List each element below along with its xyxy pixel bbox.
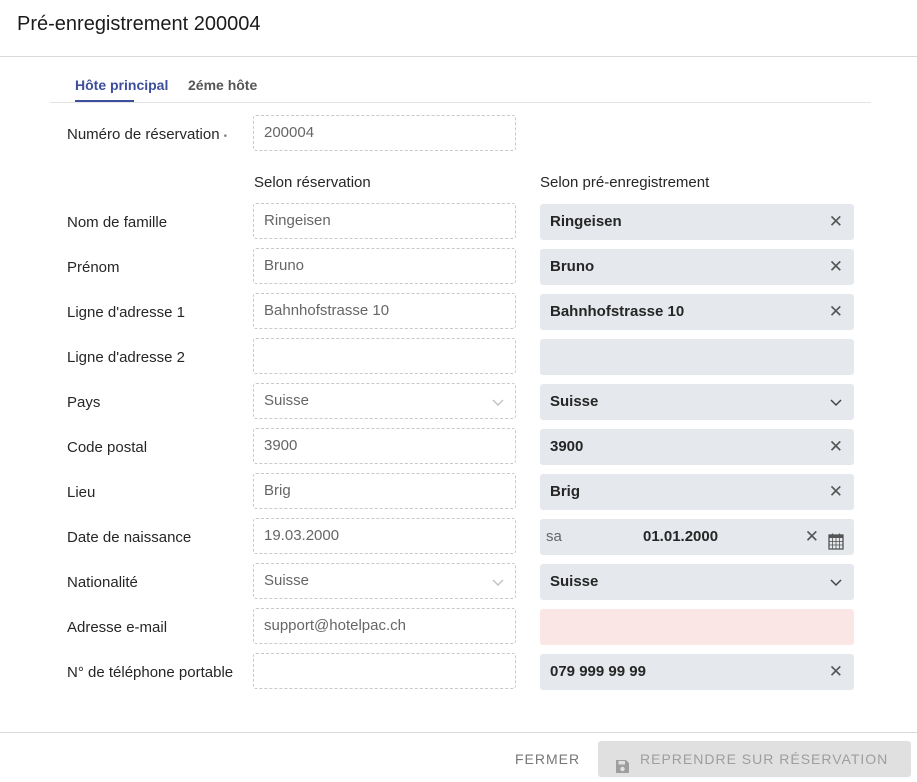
address1-label: Ligne d'adresse 1 <box>67 304 185 321</box>
dialog-header <box>0 0 917 57</box>
email-reservation-field: support@hotelpac.ch <box>253 608 516 644</box>
city-precheckin-field[interactable] <box>540 474 854 510</box>
calendar-icon[interactable] <box>828 528 844 564</box>
mobile-precheckin-field[interactable] <box>540 654 854 690</box>
address1-reservation-field: Bahnhofstrasse 10 <box>253 293 516 329</box>
required-marker: • <box>223 131 228 142</box>
active-tab-indicator <box>75 100 134 102</box>
chevron-down-icon <box>491 564 505 598</box>
country-precheckin-value: Suisse <box>550 393 599 410</box>
tab-main-guest[interactable]: Hôte principal <box>75 77 169 93</box>
city-label: Lieu <box>67 484 96 501</box>
postal-code-reservation-field: 3900 <box>253 428 516 464</box>
close-icon[interactable]: ✕ <box>828 662 843 681</box>
column-head-reservation: Selon réservation <box>254 174 371 191</box>
nationality-precheckin-value: Suisse <box>550 573 599 590</box>
birth-date-precheckin-field[interactable] <box>540 519 854 555</box>
tab-bar <box>50 70 871 103</box>
nationality-reservation-field <box>253 563 516 599</box>
email-label: Adresse e-mail <box>67 619 168 636</box>
birth-date-label: Date de naissance <box>67 529 192 546</box>
close-icon[interactable]: ✕ <box>804 527 819 546</box>
postal-code-precheckin-field[interactable] <box>540 429 854 465</box>
first-name-precheckin-value: Bruno <box>550 258 595 275</box>
close-icon[interactable]: ✕ <box>828 482 843 501</box>
country-reservation-value: Suisse <box>264 392 310 409</box>
mobile-precheckin-value: 079 999 99 99 <box>550 663 646 680</box>
dialog-footer <box>0 732 917 782</box>
first-name-reservation-field: Bruno <box>253 248 516 284</box>
address1-precheckin-field[interactable] <box>540 294 854 330</box>
chevron-down-icon[interactable] <box>829 384 843 420</box>
last-name-precheckin-field[interactable] <box>540 204 854 240</box>
email-precheckin-field[interactable] <box>540 609 854 645</box>
tab-second-guest[interactable]: 2éme hôte <box>188 77 258 93</box>
city-precheckin-value: Brig <box>550 483 580 500</box>
address2-label: Ligne d'adresse 2 <box>67 349 185 366</box>
last-name-precheckin-value: Ringeisen <box>550 213 622 230</box>
chevron-down-icon <box>491 384 505 418</box>
dialog-title: Pré-enregistrement 200004 <box>17 13 261 35</box>
reservation-number-field: 200004 <box>253 115 516 151</box>
address2-precheckin-field[interactable] <box>540 339 854 375</box>
column-head-precheckin: Selon pré-enregistrement <box>540 174 710 191</box>
birth-date-precheckin-value: 01.01.2000 <box>643 528 719 545</box>
postal-code-label: Code postal <box>67 439 148 456</box>
apply-to-reservation-button[interactable] <box>598 741 911 777</box>
postal-code-precheckin-value: 3900 <box>550 438 584 455</box>
first-name-precheckin-field[interactable] <box>540 249 854 285</box>
last-name-label: Nom de famille <box>67 214 168 231</box>
country-label: Pays <box>67 394 101 411</box>
reservation-number-label <box>67 126 227 143</box>
country-reservation-field <box>253 383 516 419</box>
country-precheckin-select[interactable] <box>540 384 854 420</box>
nationality-precheckin-select[interactable] <box>540 564 854 600</box>
apply-button-label: REPRENDRE SUR RÉSERVATION <box>640 751 889 767</box>
close-icon[interactable]: ✕ <box>828 257 843 276</box>
last-name-reservation-field: Ringeisen <box>253 203 516 239</box>
mobile-label: N° de téléphone portable <box>67 664 234 681</box>
address2-reservation-field <box>253 338 516 374</box>
address1-precheckin-value: Bahnhofstrasse 10 <box>550 303 685 320</box>
reservation-number-label-text: Numéro de réservation <box>67 126 220 143</box>
birth-date-reservation-field: 19.03.2000 <box>253 518 516 554</box>
close-button[interactable]: FERMER <box>515 751 581 767</box>
close-icon[interactable]: ✕ <box>828 437 843 456</box>
close-icon[interactable]: ✕ <box>828 212 843 231</box>
save-icon <box>615 751 630 782</box>
nationality-reservation-value: Suisse <box>264 572 310 589</box>
mobile-reservation-field <box>253 653 516 689</box>
weekday-prefix: sa <box>546 528 562 545</box>
close-icon[interactable]: ✕ <box>828 302 843 321</box>
city-reservation-field: Brig <box>253 473 516 509</box>
nationality-label: Nationalité <box>67 574 138 591</box>
chevron-down-icon[interactable] <box>829 564 843 600</box>
first-name-label: Prénom <box>67 259 120 276</box>
